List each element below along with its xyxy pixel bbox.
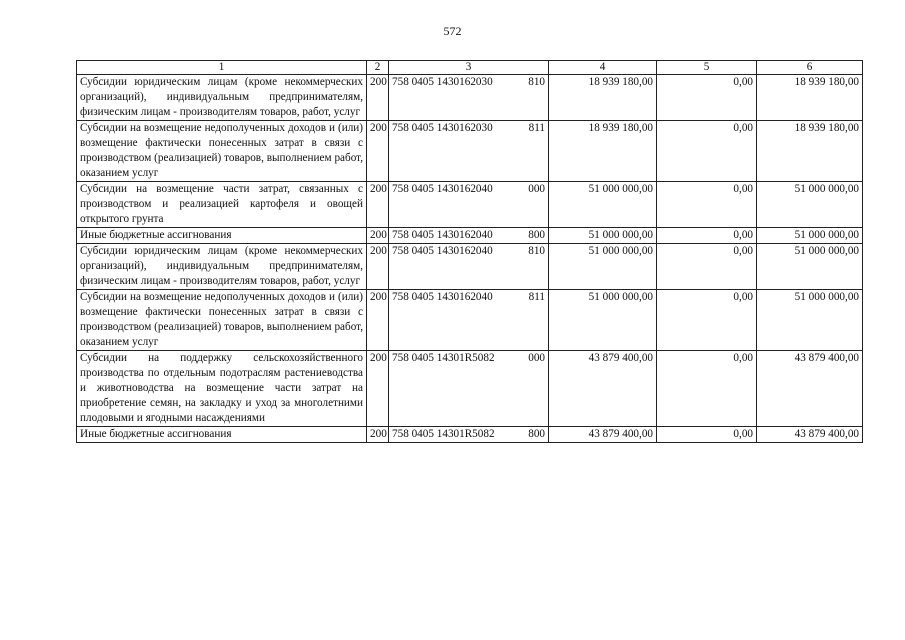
row-change: 0,00 [657,427,757,443]
row-code: 200 [367,121,389,182]
row-classifier: 758 0405 1430162040 [392,229,493,241]
row-amount: 51 000 000,00 [549,182,657,228]
row-classifier-cell [389,244,549,290]
table-row [77,427,863,443]
table-row [77,228,863,244]
row-expense-type: 000 [528,183,545,195]
row-code: 200 [367,182,389,228]
column-header-6: 6 [757,61,863,75]
row-expense-type: 811 [528,122,545,134]
page-number: 572 [443,24,462,38]
row-total: 51 000 000,00 [757,244,863,290]
row-classifier-cell [389,290,549,351]
header-row [77,61,863,75]
row-total: 51 000 000,00 [757,182,863,228]
row-expense-type: 810 [528,245,545,257]
row-name: Субсидии на возмещение недополученных доходов и (или) возмещение фактически понесенных затрат в связи с производством (реализацией) товаров, выполнением работ, оказанием услуг [77,121,367,182]
table-row [77,290,863,351]
column-header-1: 1 [77,61,367,75]
row-code: 200 [367,290,389,351]
row-expense-type: 810 [528,76,545,88]
row-amount: 18 939 180,00 [549,121,657,182]
row-total: 43 879 400,00 [757,427,863,443]
row-expense-type: 800 [528,428,545,440]
row-classifier-cell [389,75,549,121]
row-change: 0,00 [657,244,757,290]
row-amount: 51 000 000,00 [549,228,657,244]
column-header-4: 4 [549,61,657,75]
row-change: 0,00 [657,290,757,351]
row-total: 18 939 180,00 [757,75,863,121]
row-total: 43 879 400,00 [757,351,863,427]
row-classifier: 758 0405 1430162040 [392,245,493,257]
row-expense-type: 811 [528,291,545,303]
row-code: 200 [367,351,389,427]
row-name: Субсидии на возмещение части затрат, связанных с производством и реализацией картофеля и овощей открытого грунта [77,182,367,228]
row-expense-type: 800 [528,229,545,241]
row-classifier-cell [389,228,549,244]
table-row [77,244,863,290]
row-code: 200 [367,75,389,121]
row-total: 18 939 180,00 [757,121,863,182]
table-row [77,75,863,121]
table-row [77,182,863,228]
row-name: Субсидии юридическим лицам (кроме некоммерческих организаций), индивидуальным предпринимателям, физическим лицам - производителям товаров, работ, услуг [77,75,367,121]
row-name: Субсидии на возмещение недополученных доходов и (или) возмещение фактически понесенных затрат в связи с производством (реализацией) товаров, выполнением работ, оказанием услуг [77,290,367,351]
row-expense-type: 000 [528,352,545,364]
row-code: 200 [367,244,389,290]
row-amount: 43 879 400,00 [549,427,657,443]
row-change: 0,00 [657,351,757,427]
row-classifier: 758 0405 14301R5082 [392,352,495,364]
row-total: 51 000 000,00 [757,290,863,351]
row-change: 0,00 [657,182,757,228]
row-name: Иные бюджетные ассигнования [77,427,367,443]
row-code: 200 [367,228,389,244]
row-classifier-cell [389,351,549,427]
row-name: Иные бюджетные ассигнования [77,228,367,244]
row-amount: 51 000 000,00 [549,244,657,290]
table-row [77,121,863,182]
budget-table [76,60,863,443]
row-change: 0,00 [657,228,757,244]
table-row [77,351,863,427]
row-classifier: 758 0405 1430162040 [392,291,493,303]
table-body [77,75,863,443]
column-header-3: 3 [389,61,549,75]
row-classifier: 758 0405 1430162030 [392,122,493,134]
row-amount: 51 000 000,00 [549,290,657,351]
row-name: Субсидии на поддержку сельскохозяйственного производства по отдельным подотраслям растениеводства и животноводства на возмещение части затрат на приобретение семян, на закладку и уход за многолетними плодовыми и ягодными насаждениями [77,351,367,427]
row-classifier: 758 0405 14301R5082 [392,428,495,440]
row-change: 0,00 [657,75,757,121]
row-total: 51 000 000,00 [757,228,863,244]
row-classifier-cell [389,182,549,228]
column-header-5: 5 [657,61,757,75]
table-header [77,61,863,75]
row-amount: 18 939 180,00 [549,75,657,121]
row-classifier: 758 0405 1430162030 [392,76,493,88]
row-classifier: 758 0405 1430162040 [392,183,493,195]
column-header-2: 2 [367,61,389,75]
row-change: 0,00 [657,121,757,182]
row-classifier-cell [389,427,549,443]
row-code: 200 [367,427,389,443]
row-name: Субсидии юридическим лицам (кроме некоммерческих организаций), индивидуальным предпринимателям, физическим лицам - производителям товаров, работ, услуг [77,244,367,290]
row-amount: 43 879 400,00 [549,351,657,427]
row-classifier-cell [389,121,549,182]
